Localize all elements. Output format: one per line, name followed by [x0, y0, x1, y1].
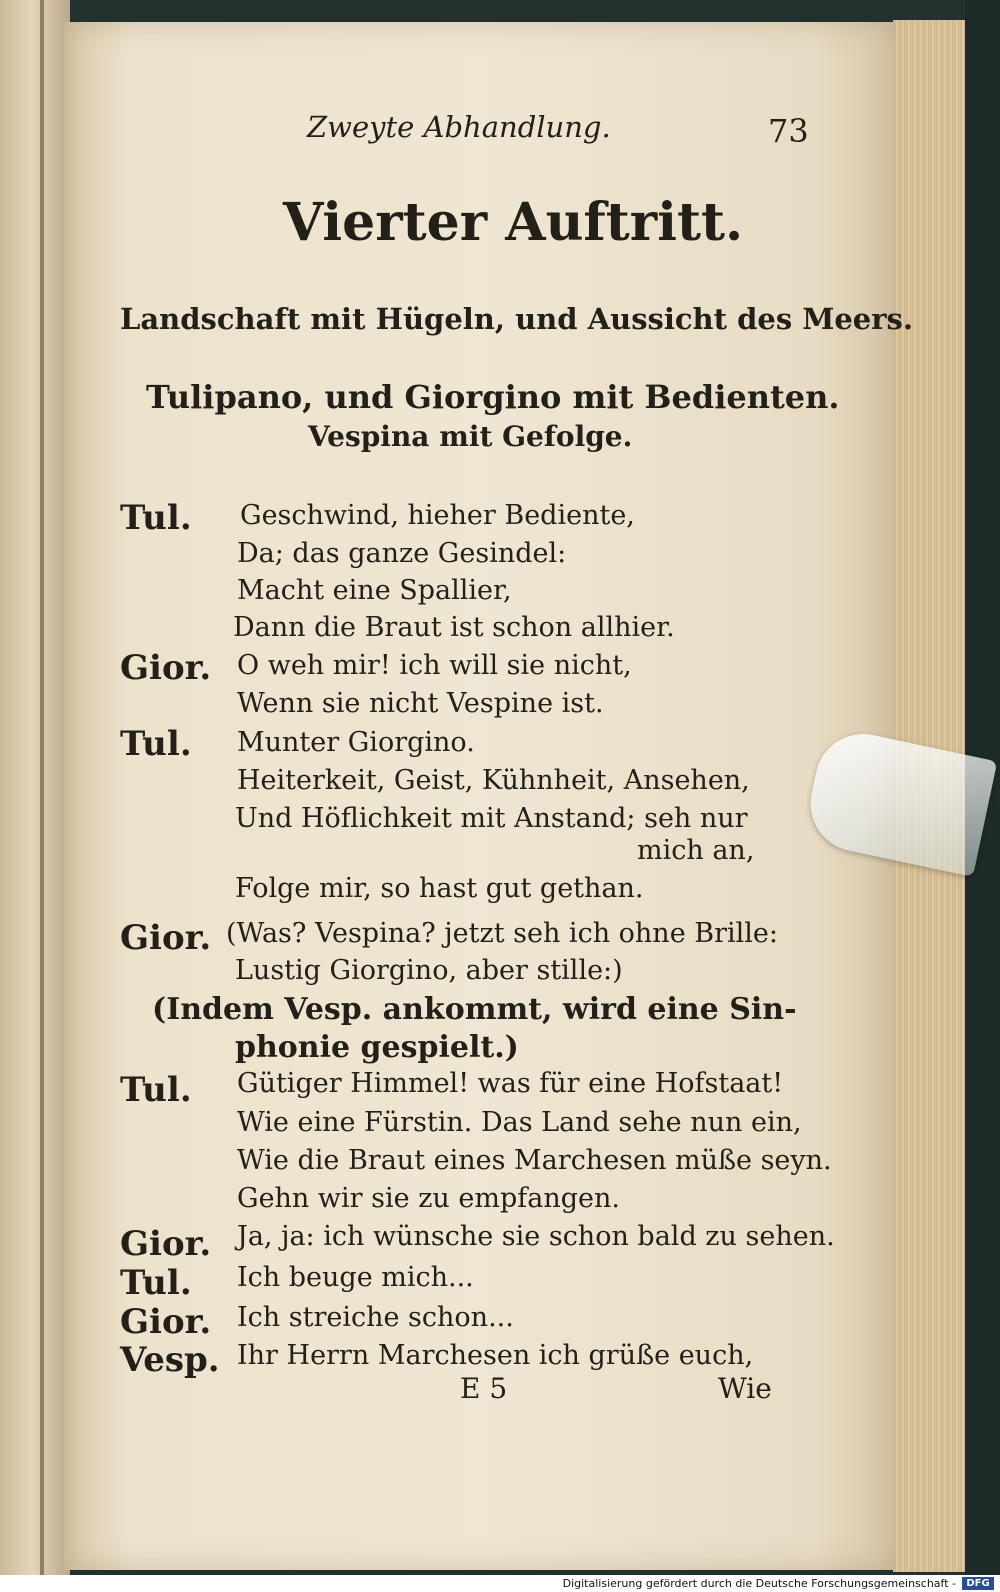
credit-text: Digitalisierung gefördert durch die Deutsche Forschungsgemeinschaft -: [562, 1577, 956, 1590]
catchword: Wie: [718, 1372, 772, 1405]
speaker-label: Tul.: [120, 1070, 192, 1110]
speaker-label: Tul.: [120, 1263, 192, 1303]
dialogue-line: Ich beuge mich...: [237, 1262, 474, 1293]
dialogue-line: (Was? Vespina? jetzt seh ich ohne Brille:: [226, 918, 778, 949]
dialogue-line: Heiterkeit, Geist, Kühnheit, Ansehen,: [237, 765, 750, 796]
stage-direction: phonie gespielt.): [235, 1030, 519, 1065]
cast-line-2: Vespina mit Gefolge.: [308, 420, 633, 453]
binding-edge: [40, 0, 44, 1575]
dialogue-line: Wenn sie nicht Vespine ist.: [237, 688, 604, 719]
dialogue-line: Wie eine Fürstin. Das Land sehe nun ein,: [237, 1107, 802, 1138]
dialogue-line: Macht eine Spallier,: [237, 575, 512, 606]
page-number: 73: [768, 112, 809, 150]
dialogue-line: Ich streiche schon...: [237, 1302, 514, 1333]
signature-mark: E 5: [460, 1372, 508, 1405]
dialogue-line-continuation: mich an,: [637, 835, 755, 866]
dialogue-line: Geschwind, hieher Bediente,: [240, 500, 635, 531]
scene-title: Vierter Auftritt.: [283, 192, 744, 253]
dialogue-line: Ja, ja: ich wünsche sie schon bald zu sehen.: [237, 1221, 835, 1252]
dialogue-line: Munter Giorgino.: [237, 727, 475, 758]
dialogue-line: Lustig Giorgino, aber stille:): [235, 955, 623, 986]
dialogue-line: O weh mir! ich will sie nicht,: [237, 650, 632, 681]
dfg-logo: DFG: [962, 1577, 994, 1590]
dialogue-line: Ihr Herrn Marchesen ich grüße euch,: [237, 1340, 754, 1371]
speaker-label: Gior.: [120, 918, 212, 958]
speaker-label: Tul.: [120, 724, 192, 764]
dialogue-line: Da; das ganze Gesindel:: [237, 538, 567, 569]
scene-setting: Landschaft mit Hügeln, und Aussicht des Meers.: [120, 302, 913, 336]
dialogue-line: Dann die Braut ist schon allhier.: [233, 612, 675, 643]
speaker-label: Gior.: [120, 648, 212, 688]
stage-direction: (Indem Vesp. ankommt, wird eine Sin-: [152, 992, 797, 1027]
speaker-label: Tul.: [120, 498, 192, 538]
dialogue-line: Gehn wir sie zu empfangen.: [237, 1183, 620, 1214]
running-head: Zweyte Abhandlung.: [307, 110, 611, 144]
cast-line-1: Tulipano, und Giorgino mit Bedienten.: [146, 378, 840, 416]
dialogue-line: Gütiger Himmel! was für eine Hofstaat!: [237, 1068, 784, 1099]
left-page-edge: [0, 0, 70, 1575]
dialogue-line: Folge mir, so hast gut gethan.: [235, 873, 644, 904]
dialogue-line: Wie die Braut eines Marchesen müße seyn.: [237, 1145, 832, 1176]
speaker-label: Gior.: [120, 1224, 212, 1264]
speaker-label: Vesp.: [120, 1340, 220, 1380]
dialogue-line: Und Höflichkeit mit Anstand; seh nur: [235, 803, 748, 834]
speaker-label: Gior.: [120, 1302, 212, 1342]
